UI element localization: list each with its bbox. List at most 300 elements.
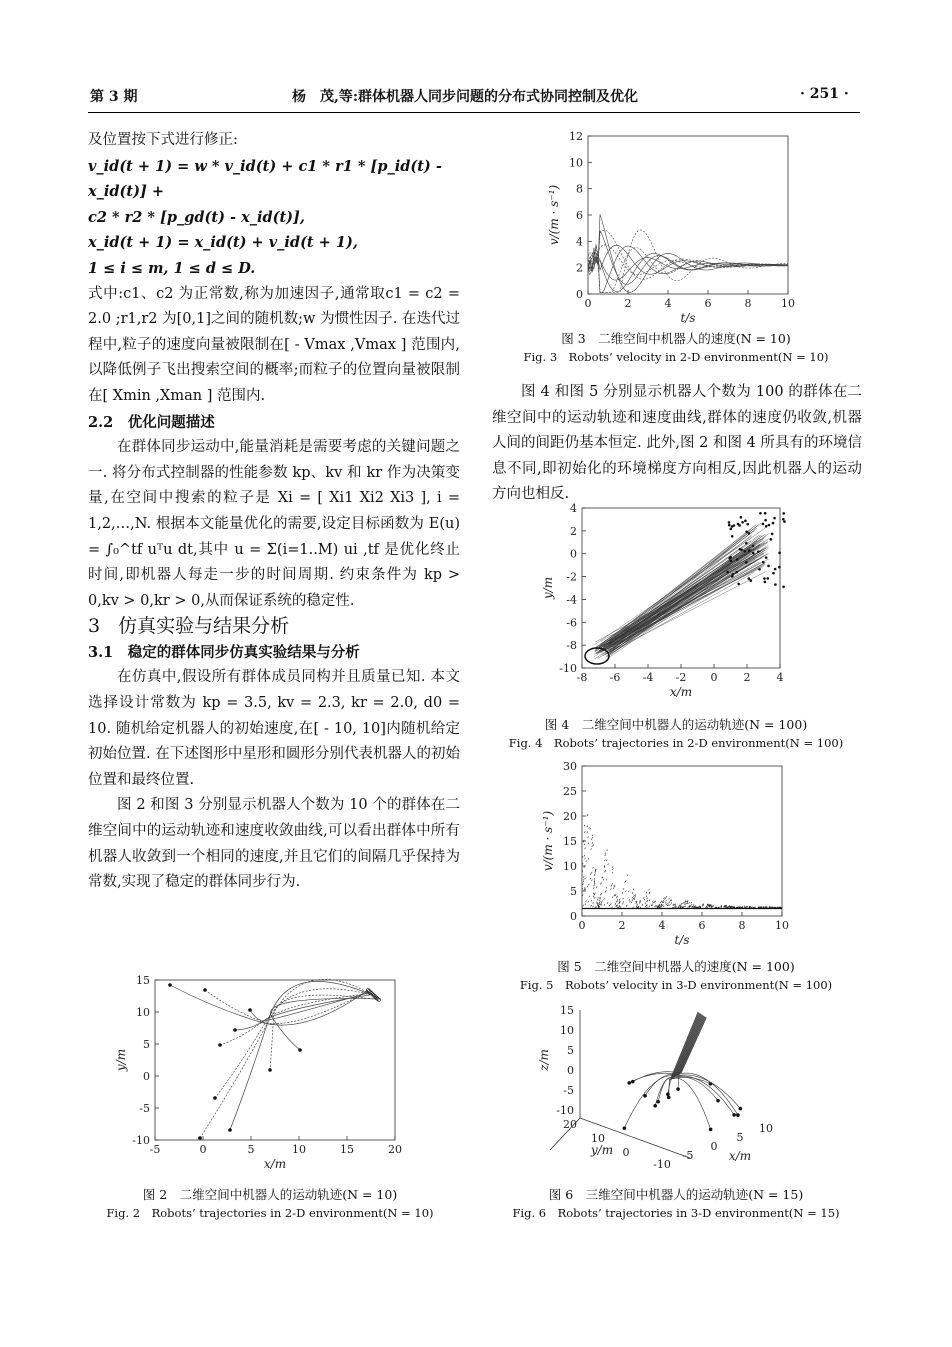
fig5-sample-mark: [636, 906, 637, 908]
fig3-velocity-curve: [588, 244, 788, 292]
fig5-sample-mark: [605, 891, 606, 893]
fig3-xtick-label: 2: [624, 297, 632, 310]
fig6-ztick-label: 10: [560, 1024, 574, 1037]
fig5-sample-mark: [591, 848, 592, 850]
fig5-sample-mark: [663, 906, 664, 908]
fig5-sample-mark: [607, 849, 608, 851]
section-3-number: 3: [88, 615, 101, 638]
fig5-sample-mark: [623, 888, 624, 890]
figure-6-caption-zh: 图 6 三维空间中机器人的运动轨迹(N = 15): [548, 1187, 804, 1202]
fig2-xtick-label: 5: [247, 1143, 255, 1156]
fig2-start-marker: [268, 1068, 272, 1072]
fig2-start-marker: [298, 1048, 302, 1052]
fig5-sample-mark: [665, 898, 666, 900]
fig6-start-marker: [623, 1126, 627, 1130]
fig5-sample-mark: [582, 894, 583, 896]
fig5-sample-mark: [593, 893, 594, 895]
fig4-trajectory: [596, 530, 755, 647]
fig5-sample-mark: [593, 887, 594, 889]
fig4-start-marker: [782, 585, 785, 588]
fig3-ytick-label: 12: [569, 130, 583, 143]
fig4-start-marker: [737, 583, 740, 586]
fig3-xtick-label: 10: [781, 297, 795, 310]
fig6-xtick-label: -10: [653, 1158, 671, 1171]
fig5-sample-mark: [632, 892, 633, 894]
fig4-trajectory: [607, 556, 764, 654]
fig4-ytick-label: 2: [570, 524, 577, 538]
fig5-sample-mark: [601, 893, 602, 895]
fig4-ytick-label: -4: [566, 593, 577, 607]
fig4-start-marker: [750, 579, 753, 582]
fig5-sample-mark: [584, 887, 585, 889]
fig5-sample-mark: [691, 902, 692, 904]
fig5-sample-mark: [673, 904, 674, 906]
fig5-sample-mark: [586, 900, 587, 902]
fig5-sample-mark: [588, 884, 589, 886]
fig4-start-marker: [740, 516, 743, 519]
fig5-sample-mark: [610, 903, 611, 905]
fig5-sample-mark: [628, 891, 629, 893]
fig5-sample-mark: [647, 900, 648, 902]
fig5-sample-mark: [644, 899, 645, 901]
fig5-sample-mark: [693, 904, 694, 906]
fig5-sample-mark: [595, 893, 596, 895]
fig2-xlabel: x/m: [263, 1157, 287, 1171]
fig5-sample-mark: [585, 877, 586, 879]
fig5-sample-mark: [645, 906, 646, 908]
fig5-sample-mark: [614, 894, 615, 896]
fig3-xtick-label: 4: [664, 297, 672, 310]
fig5-sample-mark: [622, 892, 623, 894]
fig4-start-marker: [728, 521, 731, 524]
fig2-xtick-label: 15: [340, 1143, 354, 1156]
fig2-start-marker: [248, 1008, 252, 1012]
fig6-start-marker: [631, 1080, 635, 1084]
fig5-sample-mark: [584, 889, 585, 891]
fig5-sample-mark: [625, 891, 626, 893]
fig6-start-marker: [732, 1113, 736, 1117]
fig4-xlabel: x/m: [669, 685, 693, 699]
fig5-sample-mark: [649, 900, 650, 902]
fig4-start-marker: [748, 549, 751, 552]
fig5-sample-mark: [629, 899, 630, 901]
fig4-trajectory: [599, 559, 768, 651]
fig5-sample-mark: [665, 902, 666, 904]
equation-3: x_id(t + 1) = x_id(t) + v_id(t + 1),: [88, 234, 358, 252]
fig4-trajectory: [608, 543, 762, 654]
running-header-issue: 第 3 期: [90, 89, 138, 105]
fig5-sample-mark: [584, 831, 585, 833]
fig5-sample-mark: [612, 872, 613, 874]
fig5-sample-mark: [589, 827, 590, 829]
fig6-ztick-label: -5: [563, 1084, 574, 1097]
figure-2-caption-en: Fig. 2 Robots’ trajectories in 2-D environment(N = 10): [106, 1206, 434, 1220]
fig4-start-marker: [728, 557, 731, 560]
fig5-sample-mark: [595, 897, 596, 899]
fig6-xtick-label: 10: [759, 1122, 773, 1135]
fig5-sample-mark: [633, 898, 634, 900]
fig2-trajectory: [270, 995, 379, 1070]
paragraph-setup: 在仿真中,假设所有群体成员同构并且质量已知. 本文选择设计常数为 kp = 3.5, kv = 2.3, kr = 2.0, d0 = 10. 随机给定机器人的初始速度,在[ - 10, 10]内随机给定初始位置. 在下述图形中星形和圆形分别代表机器人的初始位置和最终位置.: [88, 669, 460, 788]
fig6-xlabel: x/m: [728, 1149, 752, 1163]
fig5-sample-mark: [595, 874, 596, 876]
fig4-start-marker: [741, 521, 744, 524]
fig5-sample-mark: [606, 879, 607, 881]
figure-3-caption-zh: 图 3 二维空间中机器人的速度(N = 10): [561, 331, 791, 346]
fig5-sample-mark: [591, 900, 592, 902]
fig5-sample-mark: [584, 858, 585, 860]
left-column: [88, 128, 460, 896]
fig5-sample-mark: [587, 826, 588, 828]
fig6-start-marker: [676, 1087, 680, 1091]
fig4-start-marker: [765, 525, 768, 528]
fig5-sample-mark: [584, 879, 585, 881]
fig5-sample-mark: [620, 901, 621, 903]
fig6-start-marker: [716, 1099, 720, 1103]
fig2-trajectory: [205, 990, 369, 1024]
fig3-ytick-label: 0: [576, 288, 583, 301]
fig5-sample-mark: [606, 887, 607, 889]
fig5-sample-mark: [592, 845, 593, 847]
fig5-sample-mark: [637, 904, 638, 906]
fig5-sample-mark: [590, 873, 591, 875]
fig6-ztick-label: 15: [560, 1004, 574, 1017]
fig3-xtick-label: 8: [744, 297, 752, 310]
fig5-sample-mark: [644, 897, 645, 899]
fig5-sample-mark: [593, 844, 594, 846]
running-header-title: 杨 茂,等:群体机器人同步问题的分布式协同控制及优化: [292, 89, 639, 105]
fig6-ztick-label: 5: [567, 1044, 574, 1057]
fig6-start-marker: [627, 1081, 631, 1085]
fig5-sample-mark: [614, 885, 615, 887]
fig5-sample-mark: [634, 895, 635, 897]
fig5-sample-mark: [612, 866, 613, 868]
fig4-start-marker: [745, 561, 748, 564]
fig2-ytick-label: 15: [136, 974, 150, 987]
fig3-ylabel: v/(m · s⁻¹): [547, 184, 561, 246]
fig5-sample-mark: [669, 904, 670, 906]
fig5-sample-mark: [728, 906, 729, 908]
fig5-sample-mark: [713, 905, 714, 907]
fig5-sample-mark: [646, 896, 647, 898]
fig5-sample-mark: [588, 843, 589, 845]
fig5-xtick-label: 6: [698, 919, 706, 932]
fig4-start-marker: [773, 517, 776, 520]
fig6-ylabel: y/m: [590, 1143, 614, 1157]
fig5-sample-mark: [625, 881, 626, 883]
fig4-xtick-label: -2: [675, 671, 687, 684]
fig5-sample-mark: [634, 898, 635, 900]
figure-2-caption: [60, 1186, 480, 1222]
fig4-start-marker: [759, 512, 762, 515]
fig5-sample-mark: [601, 902, 602, 904]
fig6-xtick-label: 0: [710, 1140, 718, 1153]
fig2-start-marker: [203, 988, 207, 992]
fig3-ytick-label: 6: [576, 209, 583, 222]
header-rule: [88, 112, 860, 113]
fig5-sample-mark: [616, 901, 617, 903]
fig5-xtick-label: 10: [775, 919, 789, 932]
fig5-sample-mark: [656, 905, 657, 907]
fig5-sample-mark: [617, 899, 618, 901]
section-3-title: 仿真实验与结果分析: [118, 615, 290, 638]
fig2-trajectory: [230, 981, 375, 1130]
fig4-start-marker: [766, 577, 769, 580]
fig5-sample-mark: [667, 905, 668, 907]
fig5-sample-mark: [642, 904, 643, 906]
fig4-start-marker: [739, 548, 742, 551]
fig4-start-marker: [768, 524, 771, 527]
fig5-sample-mark: [583, 905, 584, 907]
fig4-start-marker: [762, 523, 765, 526]
fig5-sample-mark: [653, 902, 654, 904]
section-3-1-heading: 3.1 稳定的群体同步仿真实验结果与分析: [88, 643, 360, 661]
fig5-sample-mark: [611, 885, 612, 887]
fig5-sample-mark: [594, 885, 595, 887]
fig4-start-marker: [732, 573, 735, 576]
fig5-sample-mark: [669, 898, 670, 900]
fig5-sample-mark: [726, 905, 727, 907]
fig5-sample-mark: [685, 906, 686, 908]
fig2-trajectory: [215, 989, 374, 1098]
fig5-sample-mark: [585, 904, 586, 906]
fig5-sample-mark: [616, 905, 617, 907]
fig5-sample-mark: [599, 904, 600, 906]
fig5-sample-mark: [593, 867, 594, 869]
fig2-xtick-label: 20: [388, 1143, 402, 1156]
fig4-ytick-label: 4: [570, 502, 577, 515]
figure-2-plot: [110, 970, 420, 1175]
fig5-sample-mark: [683, 902, 684, 904]
fig5-sample-mark: [671, 902, 672, 904]
fig5-sample-mark: [623, 898, 624, 900]
fig5-sample-mark: [674, 904, 675, 906]
fig4-start-marker: [743, 550, 746, 553]
fig4-start-marker: [783, 520, 786, 523]
fig2-start-marker: [228, 1128, 232, 1132]
fig6-start-marker: [667, 1096, 671, 1100]
fig4-start-marker: [772, 522, 775, 525]
fig4-start-marker: [752, 552, 755, 555]
figure-4-caption-en: Fig. 4 Robots’ trajectories in 2-D environment(N = 100): [508, 736, 844, 750]
fig5-axes-box: [582, 766, 782, 916]
fig5-sample-mark: [632, 899, 633, 901]
fig5-sample-mark: [660, 906, 661, 908]
fig5-sample-mark: [583, 883, 584, 885]
equation-2: c2 * r2 * [p_gd(t) - x_id(t)],: [88, 208, 305, 226]
fig5-sample-mark: [589, 896, 590, 898]
fig5-sample-mark: [689, 902, 690, 904]
fig5-sample-mark: [676, 906, 677, 908]
fig5-sample-mark: [584, 825, 585, 827]
fig5-sample-mark: [597, 897, 598, 899]
fig5-sample-mark: [586, 860, 587, 862]
equation-4: 1 ≤ i ≤ m, 1 ≤ d ≤ D.: [88, 259, 256, 277]
fig5-sample-mark: [649, 889, 650, 891]
paragraph-fig2-fig3: 图 2 和图 3 分别显示机器人个数为 10 个的群体在二维空间中的运动轨迹和速度收敛曲线,可以看出群体中所有机器人收敛到一个相同的速度,并且它们的间隔几乎保持为常数,实现了稳定的群体同步行为.: [88, 797, 460, 891]
fig5-sample-mark: [613, 887, 614, 889]
fig2-start-marker: [213, 1096, 217, 1100]
fig3-velocity-curve: [588, 214, 788, 292]
fig2-start-marker: [198, 1136, 202, 1140]
fig5-sample-mark: [666, 896, 667, 898]
fig5-sample-mark: [675, 905, 676, 907]
fig5-sample-mark: [584, 855, 585, 857]
fig5-sample-mark: [702, 905, 703, 907]
fig3-ytick-label: 10: [569, 156, 583, 170]
fig5-sample-mark: [681, 903, 682, 905]
fig4-start-marker: [764, 512, 767, 515]
fig5-sample-mark: [587, 886, 588, 888]
fig5-sample-mark: [661, 901, 662, 903]
fig6-zlabel: z/m: [537, 1049, 551, 1071]
fig6-start-marker: [643, 1094, 647, 1098]
fig5-sample-mark: [593, 906, 594, 908]
fig2-xtick-label: 10: [292, 1143, 306, 1156]
fig5-xtick-label: 0: [578, 919, 586, 932]
fig3-xlabel: t/s: [680, 311, 696, 325]
fig3-axes-box: [588, 136, 788, 294]
fig4-trajectory: [604, 523, 761, 647]
fig5-sample-mark: [633, 889, 634, 891]
fig4-start-marker: [764, 581, 767, 584]
fig5-sample-mark: [590, 878, 591, 880]
fig5-sample-mark: [594, 878, 595, 880]
equation-1: v_id(t + 1) = w * v_id(t) + c1 * r1 * [p_id(t) - x_id(t)] +: [88, 157, 442, 201]
fig4-ytick-label: -2: [566, 570, 577, 584]
fig5-sample-mark: [727, 906, 728, 908]
fig5-sample-mark: [617, 905, 618, 907]
fig4-start-marker: [782, 518, 785, 521]
fig5-xlabel: t/s: [674, 933, 690, 947]
fig5-sample-mark: [587, 831, 588, 833]
fig4-start-marker: [757, 550, 760, 553]
fig4-trajectory: [600, 552, 766, 649]
figure-5-plot: [530, 758, 800, 948]
fig4-trajectory: [597, 545, 761, 648]
fig5-xtick-label: 8: [738, 919, 746, 932]
fig5-sample-mark: [663, 901, 664, 903]
fig5-sample-mark: [615, 903, 616, 905]
fig5-sample-mark: [590, 828, 591, 830]
fig5-sample-mark: [583, 876, 584, 878]
fig4-start-marker: [764, 519, 767, 522]
fig5-sample-mark: [649, 906, 650, 908]
fig5-sample-mark: [591, 872, 592, 874]
fig5-sample-mark: [619, 900, 620, 902]
fig5-ytick-label: 20: [563, 810, 577, 823]
fig5-sample-mark: [596, 886, 597, 888]
fig5-sample-mark: [646, 892, 647, 894]
figure-4-plot: [530, 500, 800, 700]
fig4-start-marker: [737, 523, 740, 526]
fig5-sample-mark: [592, 837, 593, 839]
fig5-sample-mark: [584, 866, 585, 868]
fig5-sample-mark: [612, 896, 613, 898]
fig5-sample-mark: [612, 883, 613, 885]
fig4-start-marker: [778, 552, 781, 555]
fig5-sample-mark: [588, 858, 589, 860]
fig4-start-marker: [763, 577, 766, 580]
fig5-xtick-label: 4: [658, 919, 666, 932]
fig4-start-marker: [774, 568, 777, 571]
fig5-sample-mark: [605, 871, 606, 873]
fig5-sample-mark: [587, 815, 588, 817]
fig5-sample-mark: [654, 901, 655, 903]
fig5-sample-mark: [685, 904, 686, 906]
fig5-sample-mark: [635, 894, 636, 896]
fig5-sample-mark: [660, 902, 661, 904]
fig4-xtick-label: -8: [576, 671, 588, 684]
fig5-sample-mark: [596, 902, 597, 904]
fig5-sample-mark: [588, 901, 589, 903]
figure-4-caption-zh: 图 4 二维空间中机器人的运动轨迹(N = 100): [544, 717, 808, 732]
fig3-xtick-label: 6: [704, 297, 712, 310]
fig2-trajectory: [235, 994, 373, 1030]
fig3-velocity-curve: [588, 231, 788, 285]
fig5-sample-mark: [635, 896, 636, 898]
fig4-start-marker: [782, 512, 785, 515]
fig4-start-marker: [774, 583, 777, 586]
fig4-start-marker: [765, 556, 768, 559]
fig5-sample-mark: [585, 889, 586, 891]
fig5-sample-mark: [622, 903, 623, 905]
fig5-sample-mark: [607, 902, 608, 904]
paragraph-pso: 式中:c1、c2 为正常数,称为加速因子,通常取c1 = c2 = 2.0 ;r1,r2 为[0,1]之间的随机数;w 为惯性因子. 在迭代过程中,粒子的速度向量被限制在[ - Vmax ,Vmax ] 范围内,以降低例子飞出搜索空间的概率;而粒子的位置向量被限制在[ Xmin ,Xman ] 范围内.: [88, 285, 460, 404]
fig2-start-marker: [218, 1043, 222, 1047]
fig5-sample-mark: [691, 904, 692, 906]
page-number: · 251 ·: [800, 86, 849, 102]
fig4-trajectory: [610, 540, 763, 650]
fig2-ytick-label: 10: [136, 1006, 150, 1019]
figure-5-caption-zh: 图 5 二维空间中机器人的速度(N = 100): [557, 959, 795, 974]
fig5-sample-mark: [592, 835, 593, 837]
fig5-sample-mark: [615, 894, 616, 896]
fig4-trajectory: [598, 555, 764, 652]
fig4-start-marker: [728, 524, 731, 527]
figure-6-plot: [537, 1000, 800, 1180]
paragraph-optimization: 在群体同步运动中,能量消耗是需要考虑的关键问题之一. 将分布式控制器的性能参数 kp、kv 和 kr 作为决策变量,在空间中搜索的粒子是 Xi = [ Xi1 Xi2 Xi3 ], i = 1,2,…,N. 根据本文能量优化的需要,设定目标函数为 E(u) = ∫₀^tf uᵀu dt,其中 u = Σ(i=1..M) ui ,tf 是优化终止时间,即机器人每走一步的时间周期. 约束条件为 kp > 0,kv > 0,kr > 0,从而保证系统的稳定性.: [88, 439, 460, 609]
fig5-sample-mark: [620, 906, 621, 908]
intro-text: 及位置按下式进行修正:: [88, 132, 238, 148]
fig4-xtick-label: -4: [642, 671, 654, 684]
fig4-start-marker: [758, 568, 761, 571]
fig5-sample-mark: [619, 899, 620, 901]
fig3-ytick-label: 4: [576, 235, 583, 249]
fig4-ylabel: y/m: [541, 576, 555, 600]
fig3-xtick-label: 0: [584, 297, 592, 310]
fig4-start-marker: [772, 572, 775, 575]
fig5-sample-mark: [632, 897, 633, 899]
fig4-trajectory: [599, 535, 762, 647]
fig3-ytick-label: 8: [576, 182, 583, 196]
fig4-start-marker: [735, 571, 738, 574]
fig5-sample-mark: [675, 907, 676, 909]
fig5-sample-mark: [610, 888, 611, 890]
figure-2-caption-zh: 图 2 二维空间中机器人的运动轨迹(N = 10): [142, 1187, 398, 1202]
fig5-sample-mark: [675, 904, 676, 906]
fig6-start-marker: [736, 1113, 740, 1117]
fig5-sample-mark: [584, 844, 585, 846]
fig5-sample-mark: [582, 863, 583, 865]
fig5-sample-mark: [684, 902, 685, 904]
fig6-start-marker: [709, 1128, 713, 1132]
fig4-trajectory: [601, 548, 766, 641]
figure-3-caption-en: Fig. 3 Robots’ velocity in 2-D environment(N = 10): [523, 350, 829, 364]
fig4-ytick-label: -6: [566, 616, 577, 630]
fig2-ytick-label: 0: [143, 1070, 150, 1083]
fig2-start-marker: [168, 983, 172, 987]
